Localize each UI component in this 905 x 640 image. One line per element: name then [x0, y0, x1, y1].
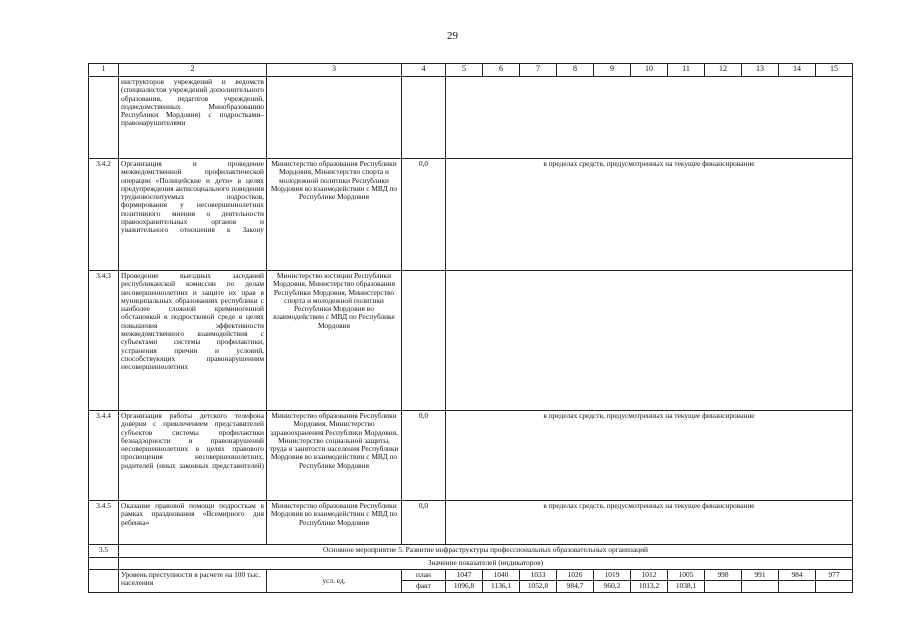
plan-value: 991 — [742, 570, 779, 581]
column-number: 13 — [742, 64, 779, 77]
funding-value: 0,0 — [402, 411, 446, 501]
indicator-name: Уровень преступности в расчете на 100 тыс. населения — [119, 570, 267, 593]
plan-label: план — [402, 570, 446, 581]
table-row — [89, 77, 853, 159]
row-number: 3.4.3 — [89, 271, 119, 411]
plan-value: 1005 — [668, 570, 705, 581]
indicator-unit: усл. ед. — [267, 570, 402, 593]
plan-value: 1019 — [594, 570, 631, 581]
funding-value — [402, 77, 446, 159]
section-title: Основное мероприятие 5. Развитие инфраструктуры профессиональных образовательных организаций — [119, 545, 853, 558]
executor-text — [267, 77, 402, 159]
table-row — [89, 159, 853, 271]
column-number: 9 — [594, 64, 631, 77]
column-number: 12 — [705, 64, 742, 77]
column-number: 7 — [520, 64, 557, 77]
plan-value: 1026 — [557, 570, 594, 581]
activity-text: Организация работы детского телефона доверия с привлечением представителей субъектов системы профилактики безнадзорности и правонарушений несовершеннолетних в целях правового просвещения несовершеннолетних, родителей (иных законных представителей) — [119, 411, 267, 501]
row-number: 3.4.4 — [89, 411, 119, 501]
plan-value: 1047 — [446, 570, 483, 581]
plan-value: 1040 — [483, 570, 520, 581]
executor-text: Министерство юстиции Республики Мордовия, Министерство образования Республики Мордовия, Министерство спорта и молодежной политики Республики Мордовия во взаимодействии с МВД по Республике Мордовия — [267, 271, 402, 411]
column-number: 1 — [89, 64, 119, 77]
column-number: 3 — [267, 64, 402, 77]
funding-note — [446, 271, 853, 411]
column-number-row — [89, 64, 853, 77]
fact-value: 984,7 — [557, 581, 594, 592]
activity-text: Организация и проведение межведомственной профилактической операции «Полицейские и дети» в целях предупреждения антисоциального поведения трудновоспитуемых подростков, формирования у несовершеннолетних позитивного мнения о деятельности правоохранительных органов и уважительного отношения к Закону — [119, 159, 267, 271]
column-number: 10 — [631, 64, 668, 77]
indicator-plan-row — [89, 570, 853, 581]
funding-note: в пределах средств, предусмотренных на текущее финансирование — [446, 159, 853, 271]
column-number: 15 — [816, 64, 853, 77]
table-row — [89, 501, 853, 545]
row-number: 3.4.2 — [89, 159, 119, 271]
page-number: 29 — [447, 30, 458, 42]
column-number: 14 — [779, 64, 816, 77]
column-number: 2 — [119, 64, 267, 77]
fact-value: 1013,2 — [631, 581, 668, 592]
fact-value: 1136,1 — [483, 581, 520, 592]
column-number: 4 — [402, 64, 446, 77]
fact-value — [779, 581, 816, 592]
column-number: 5 — [446, 64, 483, 77]
column-number: 11 — [668, 64, 705, 77]
section-number: 3.5 — [89, 545, 119, 558]
executor-text: Министерство образования Республики Мордовия, Министерство здравоохранения Республики Мордовия, Министерство социальной защиты, труда и занятости населения Республики Мордовия во взаимодействии с МВД по Республике Мордовия — [267, 411, 402, 501]
column-number: 6 — [483, 64, 520, 77]
funding-value: 0,0 — [402, 159, 446, 271]
fact-value: 1052,8 — [520, 581, 557, 592]
activity-text: Проведение выездных заседаний республиканской комиссии по делам несовершеннолетних и защите их прав в муниципальных образованиях республики с наиболее сложной криминогенной обстановкой в подростковой среде в целях повышения эффективности межведомственного взаимодействия с субъектами системы профилактики, устранения причин и условий, способствующих правонарушениям несовершеннолетних — [119, 271, 267, 411]
plan-value: 984 — [779, 570, 816, 581]
row-number — [89, 77, 119, 159]
plan-value: 1033 — [520, 570, 557, 581]
fact-value — [816, 581, 853, 592]
plan-value: 998 — [705, 570, 742, 581]
fact-value — [705, 581, 742, 592]
executor-text: Министерство образования Республики Мордовия во взаимодействии с МВД по Республике Мордовия — [267, 501, 402, 545]
column-number: 8 — [557, 64, 594, 77]
fact-value: 960,2 — [594, 581, 631, 592]
activity-text: инструкторов учреждений и ведомств (специалистов учреждений дополнительного образования, педагогов учреждений, подведомственных Минобразованию Республики Мордовия) с подростками–правонарушителями — [119, 77, 267, 159]
fact-value: 1038,1 — [668, 581, 705, 592]
fact-value — [742, 581, 779, 592]
fact-value: 1096,8 — [446, 581, 483, 592]
plan-value: 977 — [816, 570, 853, 581]
indicators-label-row — [89, 558, 853, 570]
plan-value: 1012 — [631, 570, 668, 581]
indicators-label: Значение показателей (индикаторов) — [119, 558, 853, 570]
program-table — [88, 63, 853, 593]
section-row — [89, 545, 853, 558]
table-row — [89, 271, 853, 411]
activity-text: Оказание правовой помощи подросткам в рамках празднования «Всемирного дня ребенка» — [119, 501, 267, 545]
executor-text: Министерство образования Республики Мордовия, Министерство спорта и молодежной политики Республики Мордовия во взаимодействии с МВД по Республике Мордовия — [267, 159, 402, 271]
fact-label: факт — [402, 581, 446, 592]
table-row — [89, 411, 853, 501]
funding-note — [446, 77, 853, 159]
funding-note: в пределах средств, предусмотренных на текущее финансирование — [446, 411, 853, 501]
funding-note: в пределах средств, предусмотренных на текущее финансирование — [446, 501, 853, 545]
row-number: 3.4.5 — [89, 501, 119, 545]
funding-value: 0,0 — [402, 501, 446, 545]
funding-value — [402, 271, 446, 411]
